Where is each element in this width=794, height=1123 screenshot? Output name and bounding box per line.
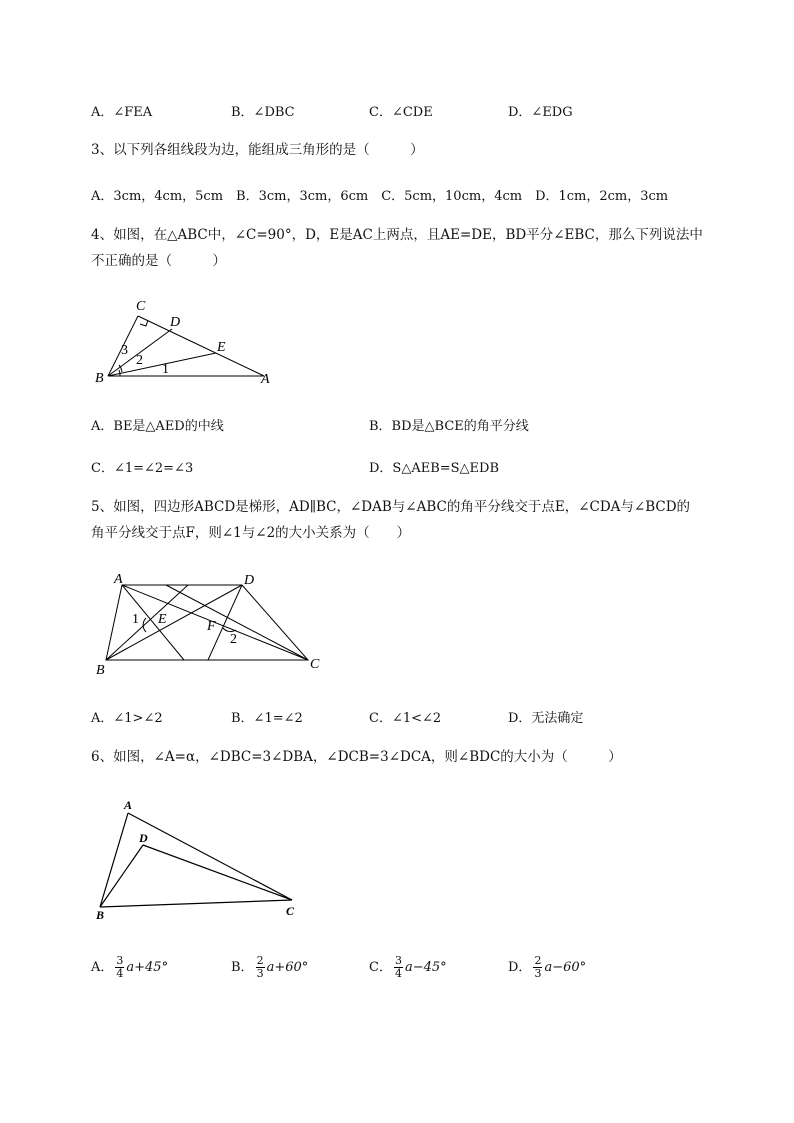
q5-option-a[interactable]: A．∠1>∠2 [91,711,163,726]
q4-label-b: B [95,371,104,386]
q5-stem-line2: 角平分线交于点F，则∠1与∠2的大小关系为（ ） [91,525,411,541]
q6-label-a: A [124,798,133,812]
q4-stem-line2: 不正确的是（ ） [91,253,226,269]
q4-label-a: A [261,372,270,387]
q3-options[interactable]: A．3cm，4cm，5cm B．3cm，3cm，6cm C．5cm，10cm，4cm D．1cm，2cm，3cm [91,189,669,204]
q5-stem-line1: 5、如图，四边形ABCD是梯形，AD∥BC，∠DAB与∠ABC的角平分线交于点E，∠CDA与∠BCD的 [91,499,691,515]
q5-label-d: D [244,573,255,588]
q5-label-b: B [96,663,105,678]
q6-label-c: C [286,904,295,918]
q4-angle-3: 3 [121,343,128,358]
q6-option-b[interactable]: B． $\frac{2}{3}$ a+60° [231,954,309,980]
q3-stem: 3、以下列各组线段为边，能组成三角形的是（ ） [91,142,424,158]
q5-angle-1: 1 [132,612,139,627]
q6-option-a[interactable]: A． $\frac{3}{4}$ a+45° [91,954,169,980]
q4-label-e: E [217,340,226,355]
q4-option-b[interactable]: B．BD是△BCE的角平分线 [369,419,529,434]
q4-option-c[interactable]: C．∠1=∠2=∠3 [91,461,194,476]
q4-option-d[interactable]: D．S△AEB=S△EDB [369,461,500,476]
q6-label-b: B [96,908,105,922]
q5-label-c: C [310,657,320,672]
q5-option-b[interactable]: B．∠1=∠2 [231,711,303,726]
q6-stem: 6、如图，∠A=α，∠DBC=3∠DBA，∠DCB=3∠DCA，则∠BDC的大小为（ ） [91,749,622,765]
q5-option-d[interactable]: D．无法确定 [508,711,584,726]
q5-label-e: E [158,612,167,627]
q6-label-d: D [139,831,148,845]
q2-option-b[interactable]: B．∠DBC [231,105,295,120]
q5-label-a: A [114,572,123,587]
q4-label-d: D [170,315,181,330]
q4-option-a[interactable]: A．BE是△AED的中线 [91,419,224,434]
q2-option-d[interactable]: D．∠EDG [508,105,573,120]
q2-option-c[interactable]: C．∠CDE [369,105,433,120]
q5-label-f: F [207,619,216,634]
q5-option-c[interactable]: C．∠1<∠2 [369,711,442,726]
q4-angle-2: 2 [136,353,143,368]
q4-label-c: C [136,299,146,314]
q5-figure [90,570,330,680]
q5-angle-2: 2 [230,632,237,647]
q6-option-d[interactable]: D． $\frac{2}{3}$ a−60° [508,954,587,980]
q6-option-c[interactable]: C． $\frac{3}{4}$ a−45° [369,954,447,980]
q2-option-a[interactable]: A．∠FEA [91,105,153,120]
q4-angle-1: 1 [162,362,169,377]
q6-figure [90,795,310,925]
q4-figure [90,295,290,390]
q4-stem-line1: 4、如图，在△ABC中，∠C=90°，D，E是AC上两点，且AE=DE，BD平分∠EBC，那么下列说法中 [91,227,703,243]
